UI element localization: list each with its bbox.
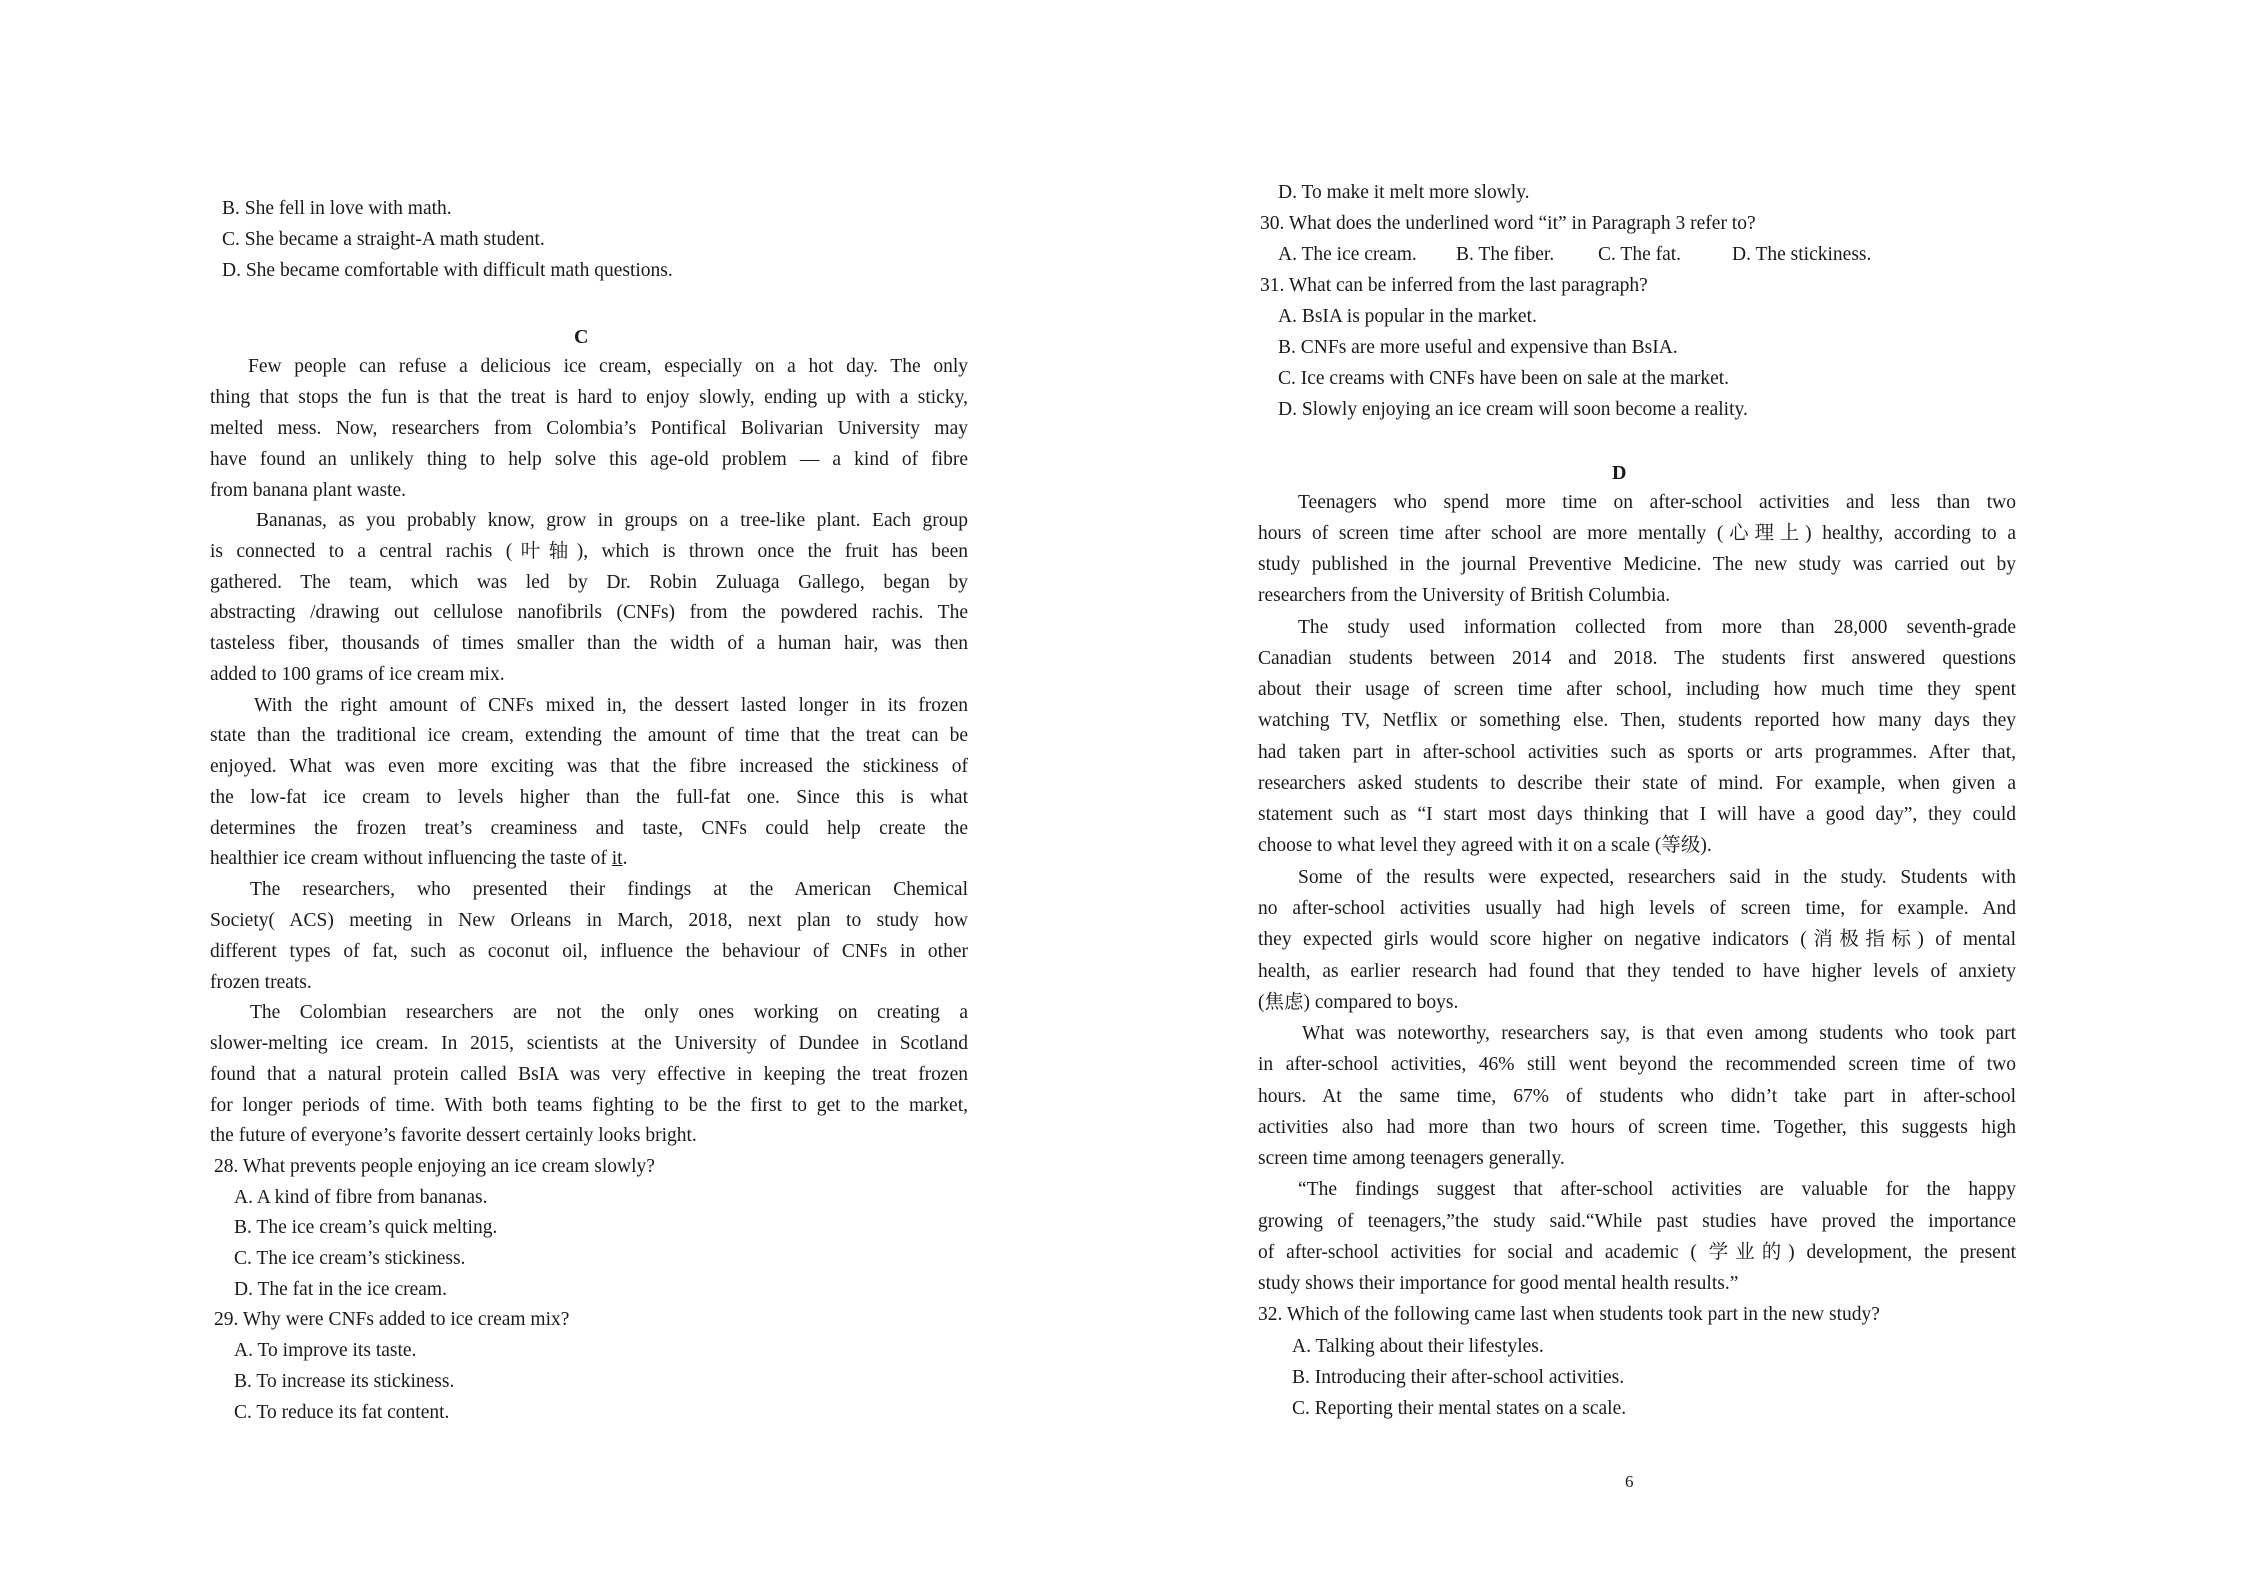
paragraph-line: no after-school activities usually had high levels of screen time, for example. And (1258, 898, 2016, 919)
paragraph-line: The Colombian researchers are not the only ones working on creating a (250, 1002, 968, 1023)
paragraph-line: Few people can refuse a delicious ice cream, especially on a hot day. The only (248, 356, 968, 377)
paragraph-line: is connected to a central rachis (叶轴), which is thrown once the fruit has been (210, 541, 968, 562)
paragraph-line: for longer periods of time. With both teams fighting to be the first to get to the market, (210, 1095, 968, 1116)
paragraph-line: The study used information collected from more than 28,000 seventh-grade (1298, 617, 2016, 638)
paragraph-line: frozen treats. (210, 972, 312, 993)
option-line: D. To make it melt more slowly. (1278, 182, 1530, 203)
paragraph-line: enjoyed. What was even more exciting was that the fibre increased the stickiness of (210, 756, 968, 777)
paragraph-line: tasteless fiber, thousands of times smaller than the width of a human hair, was then (210, 633, 968, 654)
paragraph-line: growing of teenagers,”the study said.“While past studies have proved the importance (1258, 1211, 2016, 1232)
paragraph-line: health, as earlier research had found that they tended to have higher levels of anxiety (1258, 961, 2016, 982)
section-d-heading: D (1612, 462, 1627, 484)
paragraph-line (210, 844, 627, 874)
paragraph-line: researchers asked students to describe their state of mind. For example, when given a (1258, 773, 2016, 794)
option-line: A. A kind of fibre from bananas. (234, 1187, 488, 1208)
paragraph-text: . (622, 848, 628, 869)
paragraph-line: from banana plant waste. (210, 480, 407, 501)
section-c-heading: C (574, 326, 589, 348)
question-29: 29. Why were CNFs added to ice cream mix? (214, 1309, 570, 1330)
paragraph-line: Bananas, as you probably know, grow in groups on a tree-like plant. Each group (256, 510, 968, 531)
paragraph-line: added to 100 grams of ice cream mix. (210, 664, 505, 685)
paragraph-line: different types of fat, such as coconut oil, influence the behaviour of CNFs in other (210, 941, 968, 962)
paragraph-line: have found an unlikely thing to help solve this age-old problem — a kind of fibre (210, 449, 968, 470)
paragraph-line: With the right amount of CNFs mixed in, the dessert lasted longer in its frozen (254, 695, 968, 716)
paragraph-text: healthier ice cream without influencing the taste of (210, 848, 612, 869)
paragraph-line: statement such as “I start most days thinking that I will have a good day”, they could (1258, 804, 2016, 825)
option-line: A. The ice cream. (1278, 244, 1417, 265)
paragraph-line: gathered. The team, which was led by Dr. Robin Zuluaga Gallego, began by (210, 572, 968, 593)
paragraph-line: Teenagers who spend more time on after-school activities and less than two (1298, 492, 2016, 513)
paragraph-line: of after-school activities for social and academic ( 学业的) development, the present (1258, 1242, 2016, 1263)
option-line: B. The fiber. (1456, 244, 1555, 265)
paragraph-line: hours of screen time after school are more mentally (心理上) healthy, according to a (1258, 523, 2016, 544)
option-line: C. The fat. (1598, 244, 1682, 265)
paragraph-line: abstracting /drawing out cellulose nanofibrils (CNFs) from the powdered rachis. The (210, 602, 968, 623)
paragraph-line: (焦虑) compared to boys. (1258, 992, 1459, 1013)
option-line: C. Ice creams with CNFs have been on sale at the market. (1278, 368, 1730, 389)
option-line: B. She fell in love with math. (222, 198, 452, 219)
paragraph-line: melted mess. Now, researchers from Colombia’s Pontifical Bolivarian University may (210, 418, 968, 439)
option-line: A. BsIA is popular in the market. (1278, 306, 1537, 327)
paragraph-line: they expected girls would score higher on negative indicators (消极指标) of mental (1258, 929, 2016, 950)
option-line: C. To reduce its fat content. (234, 1402, 450, 1423)
paragraph-line: had taken part in after-school activities such as sports or arts programmes. After that, (1258, 742, 2016, 763)
paragraph-line: Some of the results were expected, researchers said in the study. Students with (1298, 867, 2016, 888)
paragraph-line: about their usage of screen time after school, including how much time they spent (1258, 679, 2016, 700)
paragraph-line: choose to what level they agreed with it on a scale (等级). (1258, 835, 1712, 856)
paragraph-line: study shows their importance for good mental health results.” (1258, 1273, 1739, 1294)
option-line: A. Talking about their lifestyles. (1292, 1336, 1544, 1357)
option-line: B. The ice cream’s quick melting. (234, 1217, 498, 1238)
question-28: 28. What prevents people enjoying an ice cream slowly? (214, 1156, 655, 1177)
option-line: D. The stickiness. (1732, 244, 1872, 265)
question-32: 32. Which of the following came last when students took part in the new study? (1258, 1304, 1880, 1325)
paragraph-line: slower-melting ice cream. In 2015, scientists at the University of Dundee in Scotland (210, 1033, 968, 1054)
option-line: A. To improve its taste. (234, 1340, 417, 1361)
paragraph-line: state than the traditional ice cream, extending the amount of time that the treat can be (210, 725, 968, 746)
paragraph-line: What was noteworthy, researchers say, is that even among students who took part (1302, 1023, 2016, 1044)
paragraph-line: in after-school activities, 46% still went beyond the recommended screen time of two (1258, 1054, 2016, 1075)
underlined-word: it (611, 848, 623, 869)
paragraph-line: the low-fat ice cream to levels higher than the full-fat one. Since this is what (210, 787, 968, 808)
option-line: D. The fat in the ice cream. (234, 1279, 447, 1300)
paragraph-line: The researchers, who presented their findings at the American Chemical (250, 879, 968, 900)
paragraph-line: determines the frozen treat’s creaminess and taste, CNFs could help create the (210, 818, 968, 839)
page-number: 6 (1625, 1472, 1634, 1491)
paragraph-line: activities also had more than two hours of screen time. Together, this suggests high (1258, 1117, 2016, 1138)
question-31: 31. What can be inferred from the last paragraph? (1260, 275, 1648, 296)
option-line: C. She became a straight-A math student. (222, 229, 545, 250)
paragraph-line: thing that stops the fun is that the treat is hard to enjoy slowly, ending up with a sticky, (210, 387, 968, 408)
question-30: 30. What does the underlined word “it” in Paragraph 3 refer to? (1260, 213, 1756, 234)
option-line: C. Reporting their mental states on a scale. (1292, 1398, 1627, 1419)
paragraph-line: researchers from the University of British Columbia. (1258, 585, 1671, 606)
option-line: C. The ice cream’s stickiness. (234, 1248, 466, 1269)
paragraph-line: screen time among teenagers generally. (1258, 1148, 1565, 1169)
option-line: B. CNFs are more useful and expensive than BsIA. (1278, 337, 1678, 358)
option-line: B. Introducing their after-school activities. (1292, 1367, 1625, 1388)
paragraph-line: watching TV, Netflix or something else. Then, students reported how many days they (1258, 710, 2016, 731)
paragraph-line: “The findings suggest that after-school activities are valuable for the happy (1298, 1179, 2016, 1200)
option-line: D. Slowly enjoying an ice cream will soon become a reality. (1278, 399, 1748, 420)
paragraph-line: found that a natural protein called BsIA was very effective in keeping the treat frozen (210, 1064, 968, 1085)
option-line: D. She became comfortable with difficult math questions. (222, 260, 673, 281)
paragraph-line: Canadian students between 2014 and 2018. The students first answered questions (1258, 648, 2016, 669)
paragraph-line: the future of everyone’s favorite dessert certainly looks bright. (210, 1125, 697, 1146)
paragraph-line: Society( ACS) meeting in New Orleans in March, 2018, next plan to study how (210, 910, 968, 931)
paragraph-line: study published in the journal Preventive Medicine. The new study was carried out by (1258, 554, 2016, 575)
paragraph-line: hours. At the same time, 67% of students who didn’t take part in after-school (1258, 1086, 2016, 1107)
option-line: B. To increase its stickiness. (234, 1371, 455, 1392)
